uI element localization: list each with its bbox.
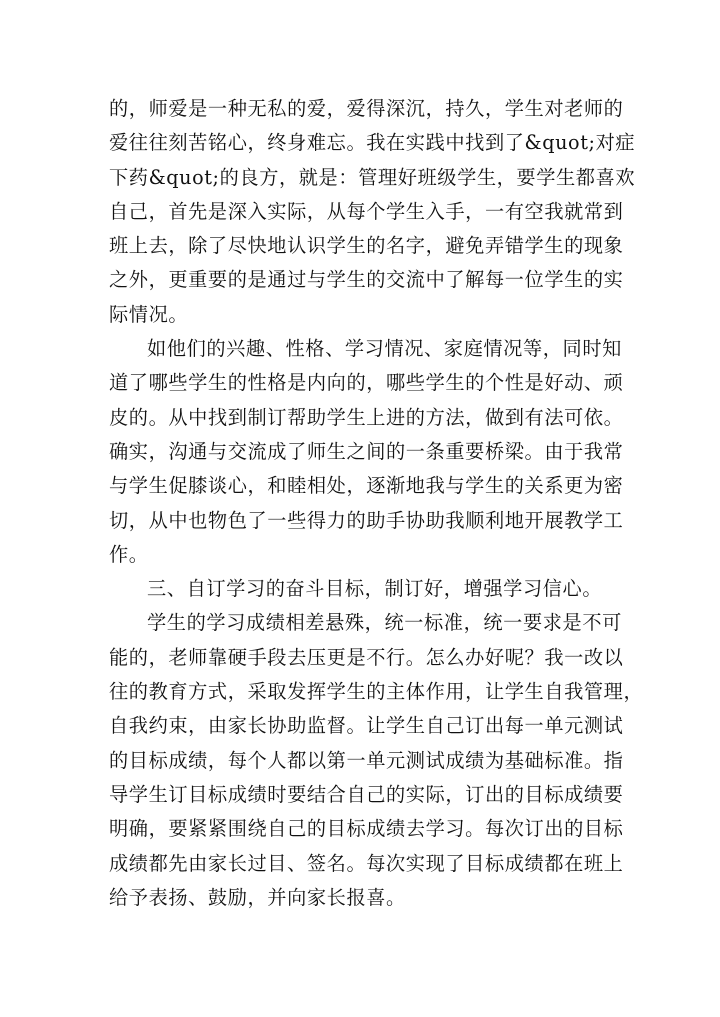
text-line: 道了哪些学生的性格是内向的，哪些学生的个性是好动、顽 xyxy=(109,371,624,395)
text-line: 能的，老师靠硬手段去压更是不行。怎么办好呢？我一改以 xyxy=(109,645,624,669)
text-line: 往的教育方式，采取发挥学生的主体作用，让学生自我管理， xyxy=(109,680,644,704)
text-line: 之外，更重要的是通过与学生的交流中了解每一位学生的实 xyxy=(109,268,624,292)
text-line: 导学生订目标成绩时要结合自己的实际，订出的目标成绩要 xyxy=(109,782,624,806)
text-line: 皮的。从中找到制订帮助学生上进的方法，做到有法可依。 xyxy=(109,405,624,429)
text-line: 确实，沟通与交流成了师生之间的一条重要桥梁。由于我常 xyxy=(109,439,624,463)
text-line: 际情况。 xyxy=(109,302,189,326)
section-heading: 三、自订学习的奋斗目标，制订好，增强学习信心。 xyxy=(147,577,603,601)
text-line: 切，从中也物色了一些得力的助手协助我顺利地开展教学工 xyxy=(109,508,624,532)
text-line: 爱往往刻苦铭心，终身难忘。我在实践中找到了&quot;对症 xyxy=(109,131,636,155)
text-line: 作。 xyxy=(109,542,149,566)
text-line: 成绩都先由家长过目、签名。每次实现了目标成绩都在班上 xyxy=(109,851,624,875)
text-line: 与学生促膝谈心，和睦相处，逐渐地我与学生的关系更为密 xyxy=(109,474,624,498)
text-line: 自己，首先是深入实际，从每个学生入手，一有空我就常到 xyxy=(109,199,624,223)
text-line: 的，师爱是一种无私的爱，爱得深沉，持久，学生对老师的 xyxy=(109,97,624,120)
text-line: 的目标成绩，每个人都以第一单元测试成绩为基础标准。指 xyxy=(109,748,624,772)
text-line: 明确，要紧紧围绕自己的目标成绩去学习。每次订出的目标 xyxy=(109,817,624,841)
paragraph-first-line: 学生的学习成绩相差悬殊，统一标准，统一要求是不可 xyxy=(147,611,622,635)
text-line: 给予表扬、鼓励，并向家长报喜。 xyxy=(109,885,406,909)
paragraph-first-line: 如他们的兴趣、性格、学习情况、家庭情况等，同时知 xyxy=(147,337,622,361)
text-line: 下药&quot;的良方，就是：管理好班级学生，要学生都喜欢 xyxy=(109,165,636,189)
document-body xyxy=(109,92,644,915)
text-line: 班上去，除了尽快地认识学生的名字，避免弄错学生的现象 xyxy=(109,234,624,258)
text-line: 自我约束，由家长协助监督。让学生自己订出每一单元测试 xyxy=(109,714,624,738)
